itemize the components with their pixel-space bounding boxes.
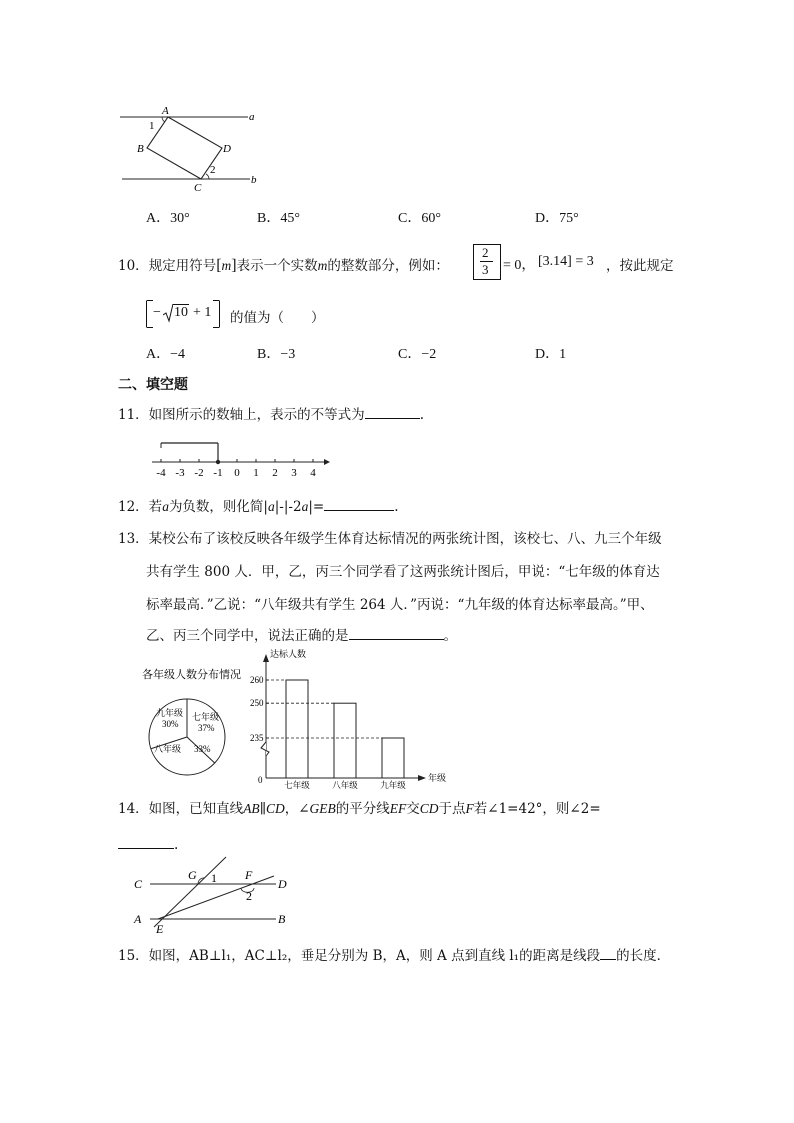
bar-3 [382, 738, 404, 778]
q14-parallel: ∥ [259, 801, 266, 817]
fraction-denominator: 3 [482, 262, 489, 277]
q12-blank[interactable] [324, 496, 394, 511]
q10-text5: 的值为（ ） [230, 310, 325, 326]
y-tick-label: 250 [250, 698, 264, 709]
q12-a-3: a [301, 499, 309, 514]
solid-point [216, 460, 220, 464]
q13-end: 。 [443, 628, 457, 644]
q13-line3: 标率最高．”乙说：“八年级共有学生 264 人．”丙说：“九年级的体育达标率最高。”甲、 [146, 597, 654, 613]
q10-number: 10． [118, 258, 149, 274]
number-line-label: -2 [194, 467, 204, 478]
q14-part2: ，∠ [284, 801, 310, 817]
label-F: F [245, 868, 253, 882]
angle-1-arc [162, 117, 165, 122]
label-E: E [156, 922, 164, 935]
q11-blank[interactable] [365, 404, 420, 419]
q10-text1: 规定用符号 [148, 258, 217, 274]
expr-minus: − [153, 305, 161, 320]
q13-line4 [146, 625, 457, 646]
bars-group [250, 675, 406, 790]
q12-part2: 为负数，则化简| [168, 499, 268, 515]
q14-part4: 交 [406, 801, 420, 817]
q12-end: . [394, 499, 399, 515]
q12-a: a [162, 499, 169, 514]
label-D: D [278, 877, 287, 891]
label-1: 1 [149, 120, 155, 132]
axis-break [261, 742, 269, 756]
q9-option-c[interactable]: C．60° [398, 211, 441, 226]
floor-fraction [473, 244, 501, 280]
q11-end: . [419, 407, 424, 423]
q14-figure [128, 855, 298, 935]
q12-part1: 12．若 [118, 499, 163, 515]
floor-expression [146, 300, 220, 328]
label-2: 2 [246, 889, 252, 903]
q10-line1 [118, 254, 449, 275]
label-C: C [194, 182, 202, 194]
q13-blank[interactable] [349, 625, 444, 640]
bar-2 [334, 703, 356, 778]
label-G: G [188, 868, 197, 882]
bar-chart [250, 646, 460, 792]
y-tick-label: 235 [250, 733, 264, 743]
number-line-label: -3 [175, 467, 185, 478]
q10-option-b[interactable]: B．−3 [257, 347, 296, 362]
y-tick-0: 0 [258, 775, 263, 785]
q11-stem: 11．如图所示的数轴上，表示的不等式为 [118, 407, 365, 423]
q10-m-2: m [317, 258, 328, 273]
q9-option-a[interactable]: A．30° [146, 211, 190, 226]
number-line-label: 2 [272, 467, 278, 478]
q15-stem: 15．如图，AB⊥l₁，AC⊥l₂，垂足分别为 B，A，则 A 点到直线 l₁的距离是线段 [118, 948, 601, 964]
angle-2-arc [206, 174, 209, 179]
pie-label-grade7: 七年级 [192, 712, 220, 722]
bracket-right: ] [231, 257, 237, 274]
label-C: C [134, 877, 143, 891]
q9-option-d[interactable]: D．75° [535, 211, 579, 226]
q10-m: m [221, 258, 232, 273]
q10-text4: ，按此规定 [606, 258, 674, 274]
pie-chart [136, 660, 258, 778]
number-line-label: 4 [310, 467, 316, 478]
label-A: A [162, 105, 169, 117]
pie-value-grade7: 37% [198, 723, 215, 733]
number-line-label: 1 [253, 467, 259, 478]
x-axis-arrow [418, 775, 426, 781]
q14-part3: 的平分线 [335, 801, 390, 817]
q10-text3: 的整数部分，例如： [327, 258, 449, 274]
number-line-label: 0 [234, 467, 240, 478]
axis-arrow [324, 459, 330, 465]
q12-a-2: a [268, 499, 275, 514]
pie-title: 各年级人数分布情况 [142, 669, 241, 681]
label-D: D [223, 143, 231, 155]
q13-line2: 共有学生 800 人．甲，乙，丙三个同学看了这两张统计图后，甲说：“七年级的体育达 [146, 564, 660, 580]
q15-blank[interactable] [600, 945, 616, 960]
q13-line1: 13．某校公布了该校反映各年级学生体育达标情况的两张统计图，该校七、八、九三个年级 [118, 531, 662, 547]
q14-answer-line [118, 834, 178, 853]
fraction-numerator: 2 [482, 245, 489, 260]
q12-part3: |-|-2 [274, 499, 302, 515]
q14-blank[interactable] [118, 834, 174, 849]
bar-1 [286, 680, 308, 778]
q14-text [118, 799, 601, 819]
q10-option-a[interactable]: A．−4 [146, 347, 186, 362]
pie-label-grade8: 八年级 [154, 744, 182, 754]
expr-plus-one: + 1 [193, 305, 212, 320]
bar-ylabel: 达标人数 [270, 649, 307, 659]
q14-cd: CD [265, 801, 285, 816]
y-axis-arrow [263, 654, 269, 662]
q14-end: . [174, 837, 179, 853]
q12-text [118, 496, 398, 517]
pie-value-grade8: 33% [194, 744, 211, 754]
q15-text [118, 945, 670, 966]
label-B: B [278, 912, 286, 926]
label-A: A [134, 912, 142, 926]
q14-part1: 14．如图，已知直线 [118, 801, 244, 817]
q14-f: F [465, 801, 474, 816]
label-b: b [251, 174, 257, 186]
bar-category-label: 九年级 [380, 780, 406, 790]
q10-example2: [3.14] = 3 [538, 254, 594, 269]
number-line-label: 3 [291, 467, 297, 478]
q10-text2: 表示一个实数 [236, 258, 318, 274]
bracket-left: [ [216, 257, 222, 274]
label-B: B [137, 143, 144, 155]
q14-cd-2: CD [419, 801, 439, 816]
q15-end: 的长度． [616, 948, 671, 964]
label-2: 2 [210, 164, 216, 176]
expr-radicand: 10 [174, 305, 188, 320]
q10-option-c[interactable]: C．−2 [398, 347, 437, 362]
q10-example-eq: = 0， [503, 258, 536, 273]
number-line-label: -1 [213, 467, 223, 478]
q14-ef: EF [389, 801, 407, 816]
q10-option-d[interactable]: D．1 [535, 347, 567, 362]
q14-geb: GEB [309, 801, 336, 816]
label-1: 1 [211, 871, 217, 885]
label-a: a [249, 111, 255, 123]
number-line-label: -4 [156, 467, 166, 478]
bar-xlabel: 年级 [428, 773, 447, 783]
bar-category-label: 七年级 [284, 780, 310, 790]
q14-ab: AB [243, 801, 260, 816]
bar-category-label: 八年级 [332, 780, 358, 790]
y-tick-label: 260 [250, 675, 264, 685]
pie-value-grade9: 30% [162, 719, 179, 729]
number-line [148, 436, 338, 478]
q9-figure [112, 100, 272, 196]
section-heading: 二、填空题 [118, 377, 188, 393]
q13-stem: 乙、丙三个同学中，说法正确的是 [146, 628, 349, 644]
q9-option-b[interactable]: B．45° [257, 211, 300, 226]
q12-part4: |= [308, 499, 325, 515]
sqrt-sign [163, 303, 173, 323]
q14-part5: 于点 [438, 801, 466, 817]
q14-part6: 若∠1=42°，则∠2= [473, 801, 601, 817]
pie-label-grade9: 九年级 [156, 708, 184, 718]
q11-text [118, 404, 424, 425]
